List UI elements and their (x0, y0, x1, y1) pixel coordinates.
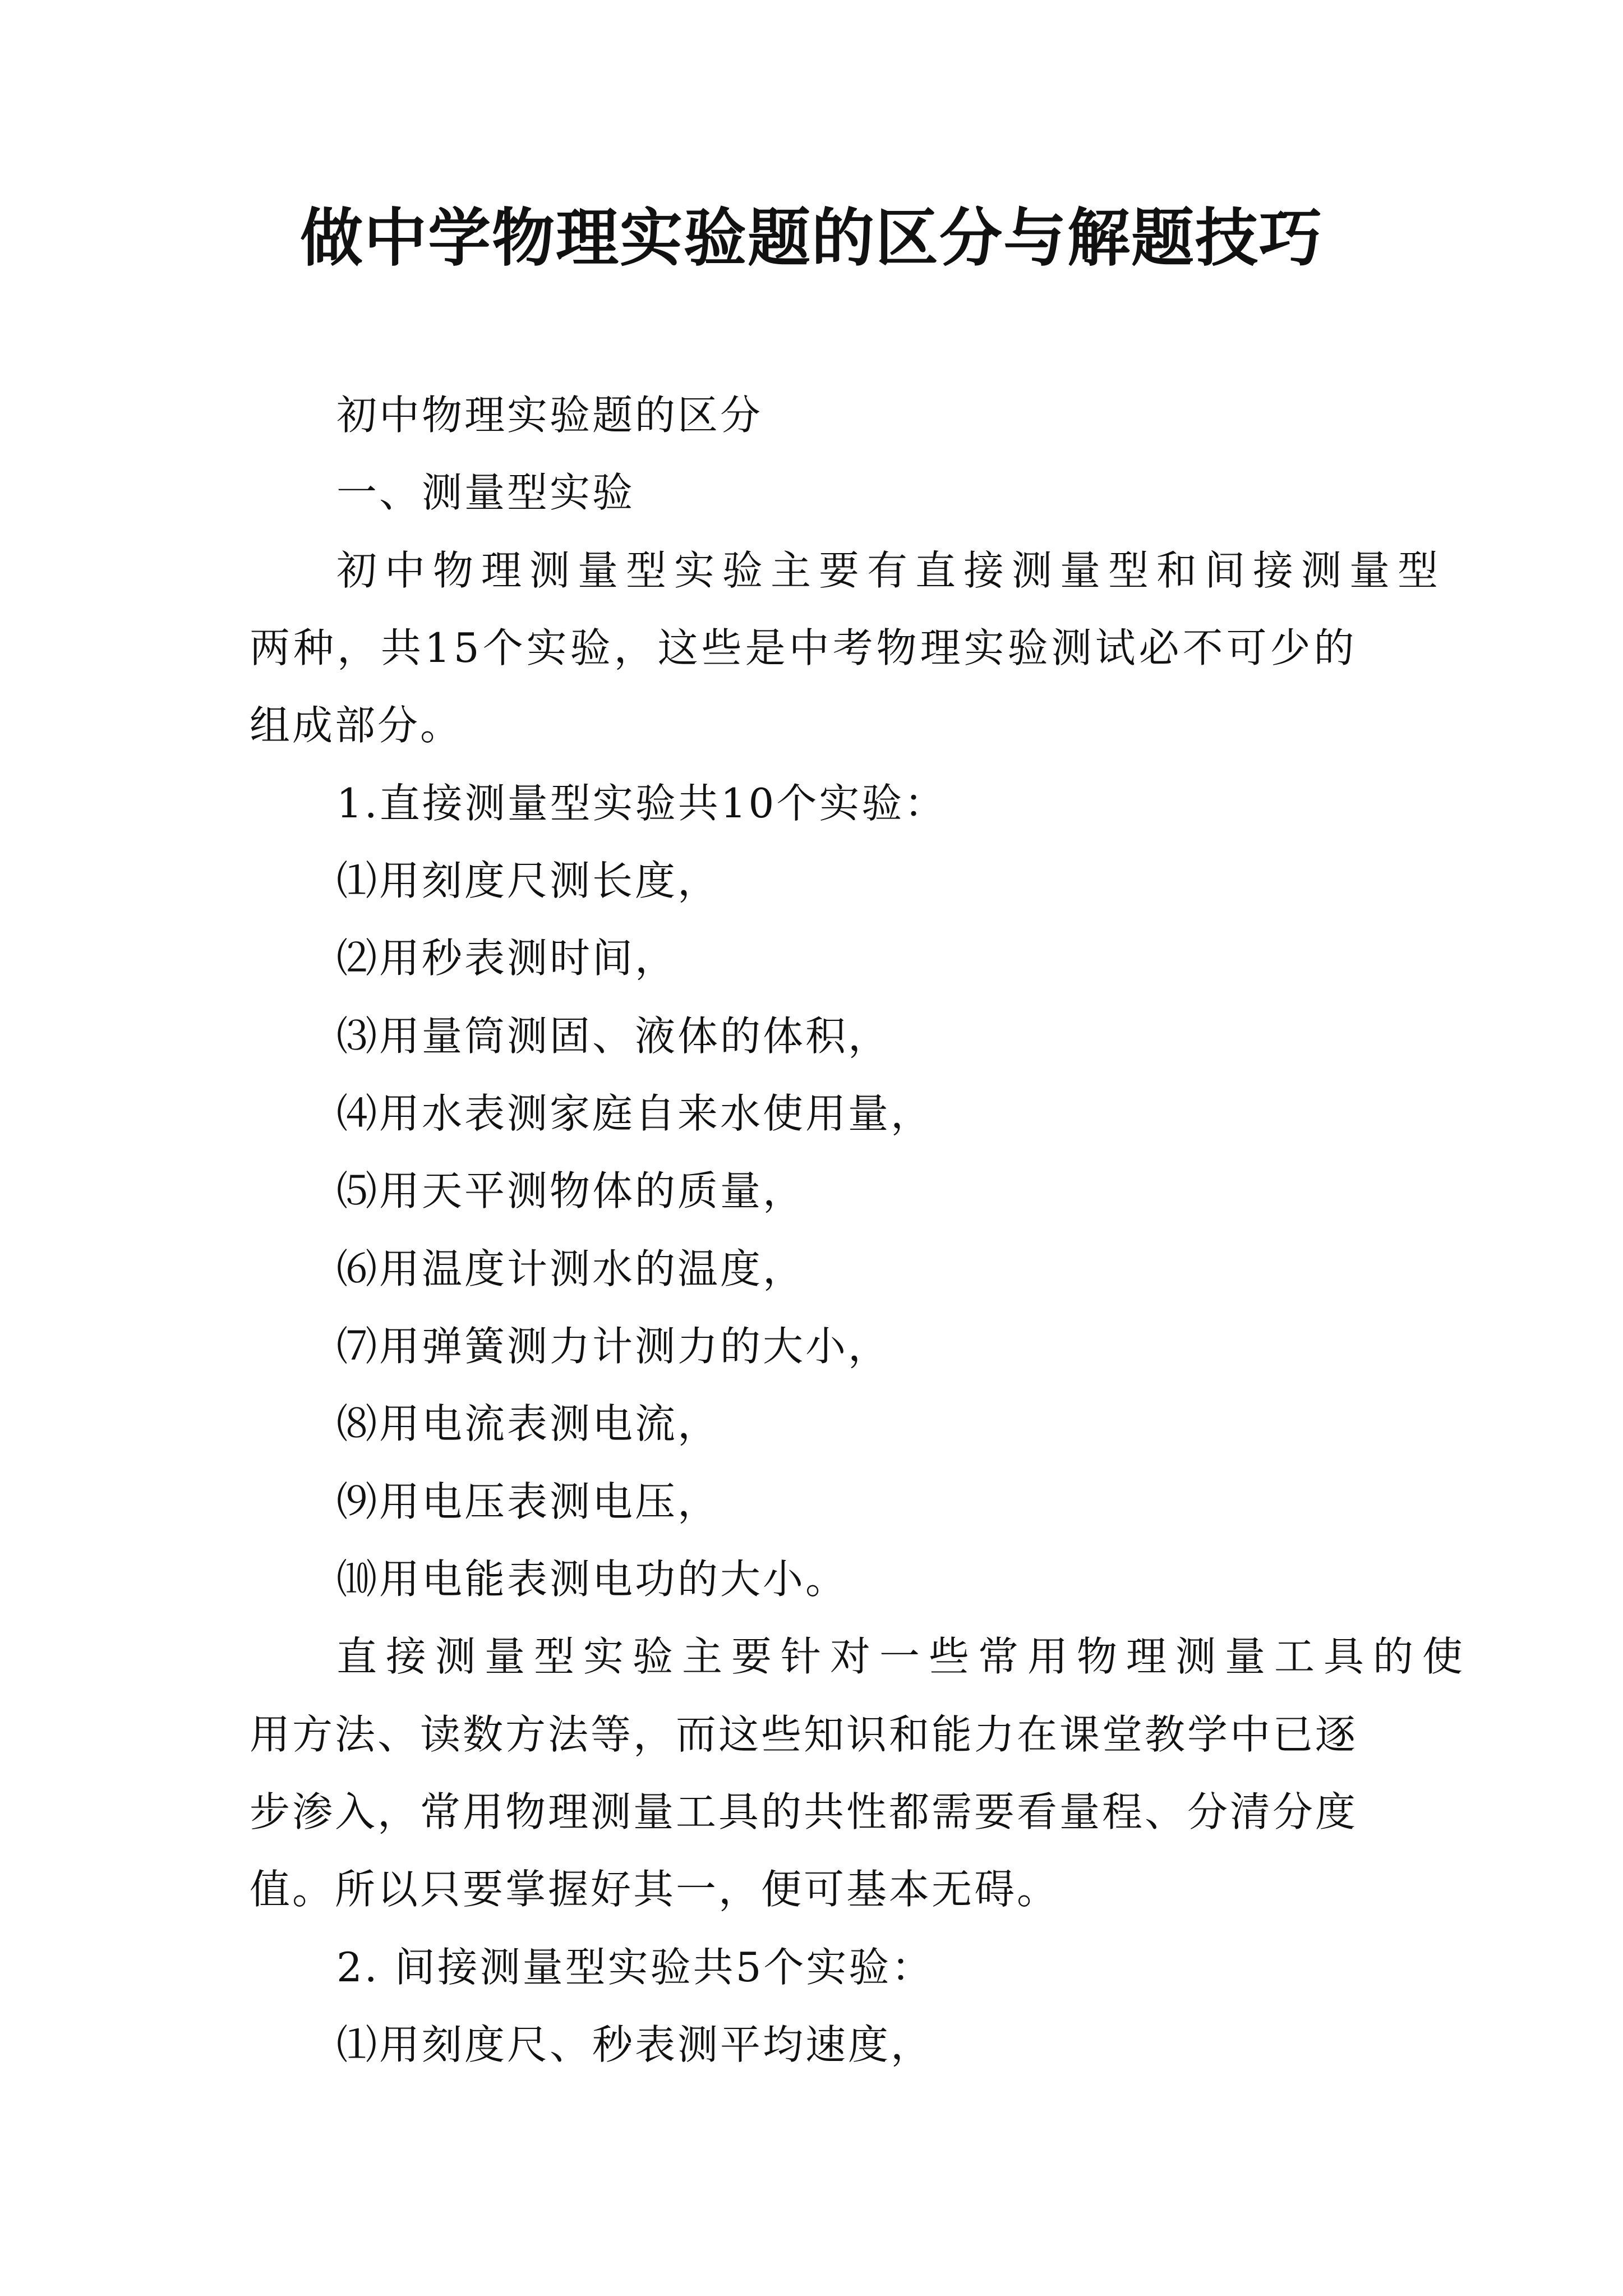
paragraph-line: ⑺用弹簧测力计测力的大小， (336, 1323, 891, 1370)
paragraph-line: ⑴用刻度尺测长度， (336, 857, 721, 904)
paragraph-line: 值。所以只要掌握好其一，便可基本无碍。 (250, 1866, 1060, 1913)
paragraph-line: ⑻用电流表测电流， (336, 1400, 721, 1447)
paragraph-line: 初中物理测量型实验主要有直接测量型和间接测量型 (336, 547, 1446, 594)
paragraph-line: ⑼用电压表测电压， (336, 1478, 721, 1525)
paragraph-line: ⑷用水表测家庭自来水使用量， (336, 1090, 934, 1137)
paragraph-line: 直接测量型实验主要针对一些常用物理测量工具的使 (336, 1633, 1472, 1680)
paragraph-line: 2. 间接测量型实验共5个实验： (336, 1944, 934, 1991)
document-title: 做中学物理实验题的区分与解题技巧 (300, 202, 1323, 275)
paragraph-line: ⑸用天平测物体的质量， (336, 1167, 806, 1214)
paragraph-line: 一、测量型实验 (336, 469, 635, 516)
paragraph-line: 1.直接测量型实验共10个实验： (336, 780, 947, 827)
paragraph-line: ⑴用刻度尺、秒表测平均速度， (336, 2021, 934, 2068)
paragraph-line: ⑵用秒表测时间， (336, 935, 678, 982)
paragraph-line: ⑶用量筒测固、液体的体积， (336, 1013, 891, 1060)
paragraph-line: 初中物理实验题的区分 (336, 392, 763, 439)
paragraph-line: ⑹用温度计测水的温度， (336, 1245, 806, 1292)
paragraph-line: 组成部分。 (250, 702, 463, 749)
paragraph-line: 用方法、读数方法等，而这些知识和能力在课堂教学中已逐 (250, 1711, 1358, 1758)
paragraph-line: ⑽用电能表测电功的大小。 (336, 1556, 849, 1603)
paragraph-line: 两种，共15个实验，这些是中考物理实验测试必不可少的 (250, 624, 1358, 671)
paragraph-line: 步渗入，常用物理测量工具的共性都需要看量程、分清分度 (250, 1788, 1358, 1835)
